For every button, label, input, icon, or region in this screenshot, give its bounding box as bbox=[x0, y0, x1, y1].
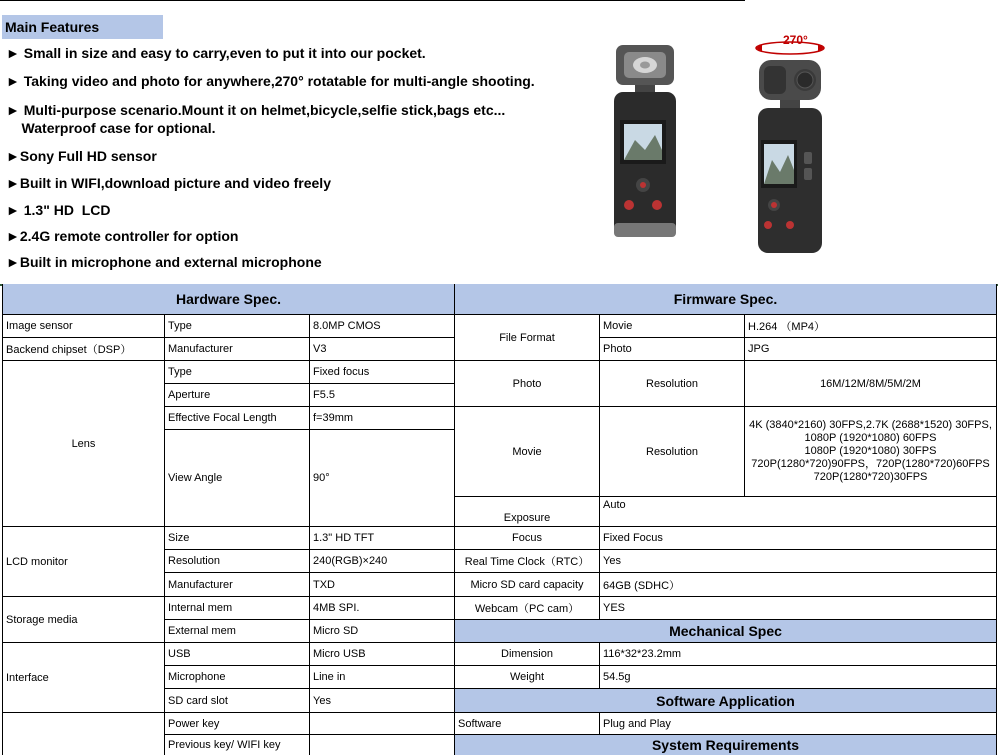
software-application-header: Software Application bbox=[455, 689, 997, 713]
spec-key: Micro SD card capacity bbox=[455, 573, 600, 597]
movie-resolution-line: 1080P (1920*1080) 30FPS bbox=[804, 445, 937, 457]
spec-key: USB bbox=[165, 643, 310, 666]
spec-value: H.264 （MP4） bbox=[745, 315, 997, 338]
spec-value: 240(RGB)×240 bbox=[310, 550, 455, 573]
firmware-spec-header: Firmware Spec. bbox=[455, 284, 997, 315]
camera-side-image bbox=[750, 40, 830, 255]
spec-key: Type bbox=[165, 361, 310, 384]
spec-value: Micro USB bbox=[310, 643, 455, 666]
spec-value: Fixed focus bbox=[310, 361, 455, 384]
spec-value: 8.0MP CMOS bbox=[310, 315, 455, 338]
spec-value: Auto bbox=[600, 497, 997, 527]
feature-item: ►Built in microphone and external microphone bbox=[6, 254, 322, 270]
movie-resolution-line: 4K (3840*2160) 30FPS,2.7K (2688*1520) 30FPS, bbox=[749, 419, 992, 431]
spec-value: Line in bbox=[310, 666, 455, 689]
movie-resolution-line: 720P(1280*720)30FPS bbox=[813, 471, 928, 483]
spec-key: Software bbox=[455, 713, 600, 735]
lens-label: Lens bbox=[3, 361, 165, 527]
spec-table bbox=[2, 284, 997, 755]
spec-value: JPG bbox=[745, 338, 997, 361]
spec-value: TXD bbox=[310, 573, 455, 597]
spec-value: V3 bbox=[310, 338, 455, 361]
spec-key: Resolution bbox=[600, 361, 745, 407]
spec-key: Dimension bbox=[455, 643, 600, 666]
spec-value bbox=[310, 713, 455, 735]
feature-item: Waterproof case for optional. bbox=[6, 120, 216, 136]
camera-front-image bbox=[605, 40, 685, 240]
spec-key: External mem bbox=[165, 620, 310, 643]
storage-media-label: Storage media bbox=[3, 597, 165, 643]
spec-value bbox=[310, 735, 455, 755]
spec-value: f=39mm bbox=[310, 407, 455, 430]
movie-resolution-line: 720P(1280*720)90FPS，720P(1280*720)60FPS bbox=[751, 458, 990, 470]
system-requirements-header: System Requirements bbox=[455, 735, 997, 755]
rotation-label: 270° bbox=[783, 33, 808, 47]
spec-key: Manufacturer bbox=[165, 573, 310, 597]
spec-value: 64GB (SDHC） bbox=[600, 573, 997, 597]
spec-key: Real Time Clock（RTC） bbox=[455, 550, 600, 573]
spec-key: Weight bbox=[455, 666, 600, 689]
spec-value: F5.5 bbox=[310, 384, 455, 407]
spec-key: Focus bbox=[455, 527, 600, 550]
feature-item: ►Sony Full HD sensor bbox=[6, 148, 157, 164]
spec-value: 116*32*23.2mm bbox=[600, 643, 997, 666]
spec-key: Power key bbox=[165, 713, 310, 735]
spec-key: Internal mem bbox=[165, 597, 310, 620]
spec-key: Aperture bbox=[165, 384, 310, 407]
mechanical-spec-header: Mechanical Spec bbox=[455, 620, 997, 643]
spec-value: Fixed Focus bbox=[600, 527, 997, 550]
feature-item: ► Taking video and photo for anywhere,270° rotatable for multi-angle shooting. bbox=[6, 73, 535, 89]
spec-key: Resolution bbox=[600, 407, 745, 497]
spec-value: Yes bbox=[310, 689, 455, 713]
spec-key: Movie bbox=[600, 315, 745, 338]
feature-item: ► Multi-purpose scenario.Mount it on helmet,bicycle,selfie stick,bags etc... bbox=[6, 102, 506, 118]
top-rule bbox=[0, 0, 745, 1]
spec-key: Exposure bbox=[455, 497, 600, 527]
spec-value: 54.5g bbox=[600, 666, 997, 689]
spec-key: Previous key/ WIFI key bbox=[165, 735, 310, 755]
feature-item: ►Built in WIFI,download picture and video freely bbox=[6, 175, 331, 191]
spec-key: Microphone bbox=[165, 666, 310, 689]
spec-value: Micro SD bbox=[310, 620, 455, 643]
spec-key: Resolution bbox=[165, 550, 310, 573]
spec-value: 16M/12M/8M/5M/2M bbox=[745, 361, 997, 407]
spec-key: Type bbox=[165, 315, 310, 338]
spec-value: Yes bbox=[600, 550, 997, 573]
spec-key: Effective Focal Length bbox=[165, 407, 310, 430]
photo-label: Photo bbox=[455, 361, 600, 407]
image-sensor-label: Image sensor bbox=[3, 315, 165, 338]
file-format-label: File Format bbox=[455, 315, 600, 361]
feature-item: ►2.4G remote controller for option bbox=[6, 228, 239, 244]
spec-key: SD card slot bbox=[165, 689, 310, 713]
interface-label: Interface bbox=[3, 643, 165, 713]
spec-value: Plug and Play bbox=[600, 713, 997, 735]
spec-key: Manufacturer bbox=[165, 338, 310, 361]
feature-item: ► Small in size and easy to carry,even to put it into our pocket. bbox=[6, 45, 426, 61]
spec-value: 1.3" HD TFT bbox=[310, 527, 455, 550]
feature-item: ► 1.3" HD LCD bbox=[6, 202, 111, 218]
lcd-monitor-label: LCD monitor bbox=[3, 527, 165, 597]
dsp-label: Backend chipset（DSP） bbox=[3, 338, 165, 361]
movie-label: Movie bbox=[455, 407, 600, 497]
movie-resolution-values bbox=[745, 407, 997, 497]
spec-value: 90° bbox=[310, 430, 455, 527]
spec-key: Webcam（PC cam） bbox=[455, 597, 600, 620]
hardware-spec-header: Hardware Spec. bbox=[3, 284, 455, 315]
spec-value: YES bbox=[600, 597, 997, 620]
keys-label bbox=[3, 713, 165, 755]
spec-key: Photo bbox=[600, 338, 745, 361]
main-features-header: Main Features bbox=[2, 15, 163, 39]
spec-key: View Angle bbox=[165, 430, 310, 527]
movie-resolution-line: 1080P (1920*1080) 60FPS bbox=[804, 432, 937, 444]
spec-key: Size bbox=[165, 527, 310, 550]
spec-value: 4MB SPI. bbox=[310, 597, 455, 620]
